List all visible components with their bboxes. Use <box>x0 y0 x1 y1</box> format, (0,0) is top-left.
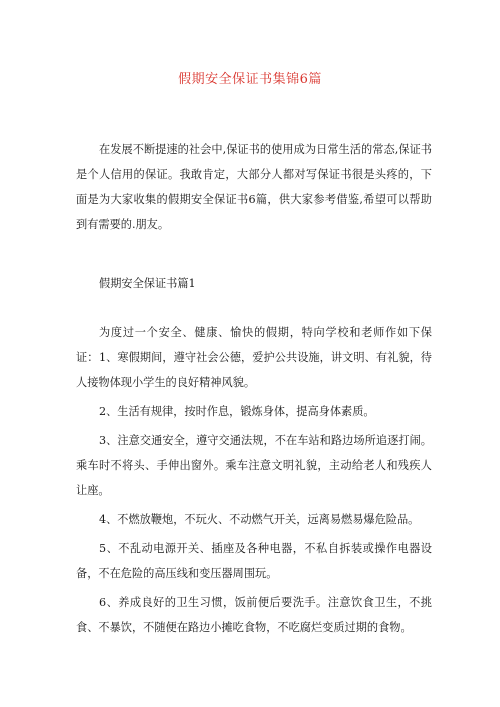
list-item-2: 2、生活有规律，按时作息，锻炼身体，提高身体素质。 <box>99 405 375 418</box>
list-item-3: 3、注意交通安全，遵守交通法规，不在车站和路边场所追逐打闹。乘车时不将头、手伸出窗外。乘车注意文明礼貌，主动给老人和残疾人让座。 <box>76 434 432 497</box>
section-heading: 假期安全保证书篇1 <box>99 277 196 290</box>
list-item-1: 1、寒假期间，遵守社会公德，爱护公共设施，讲文明、有礼貌，待人接物体现小学生的良好精神风貌。 <box>76 351 432 389</box>
document-title: 假期安全保证书集锦6篇 <box>178 72 322 87</box>
list-item-6: 6、养成良好的卫生习惯，饭前便后要洗手。注意饮食卫生，不挑食、不暴饮，不随便在路边小摊吃食物，不吃腐烂变质过期的食物。 <box>76 596 432 634</box>
list-item-4: 4、不燃放鞭炮，不玩火、不动燃气开关，远离易燃易爆危险品。 <box>99 513 420 526</box>
list-item-5: 5、不乱动电源开关、插座及各种电器，不私自拆装或操作电器设备，不在危险的高压线和变压器周围玩。 <box>76 542 432 580</box>
opening-paragraph: 为度过一个安全、健康、愉快的假期，特向学校和老师作如下保证： <box>76 326 432 364</box>
intro-paragraph: 在发展不断提速的社会中,保证书的使用成为日常生活的常态,保证书是个人信用的保证。我敢肯定，大部分人都对写保证书很是头疼的，下面是为大家收集的假期安全保证书6篇，供大家参考借鉴,希望可以帮助到有需要的.朋友。 <box>76 143 432 231</box>
